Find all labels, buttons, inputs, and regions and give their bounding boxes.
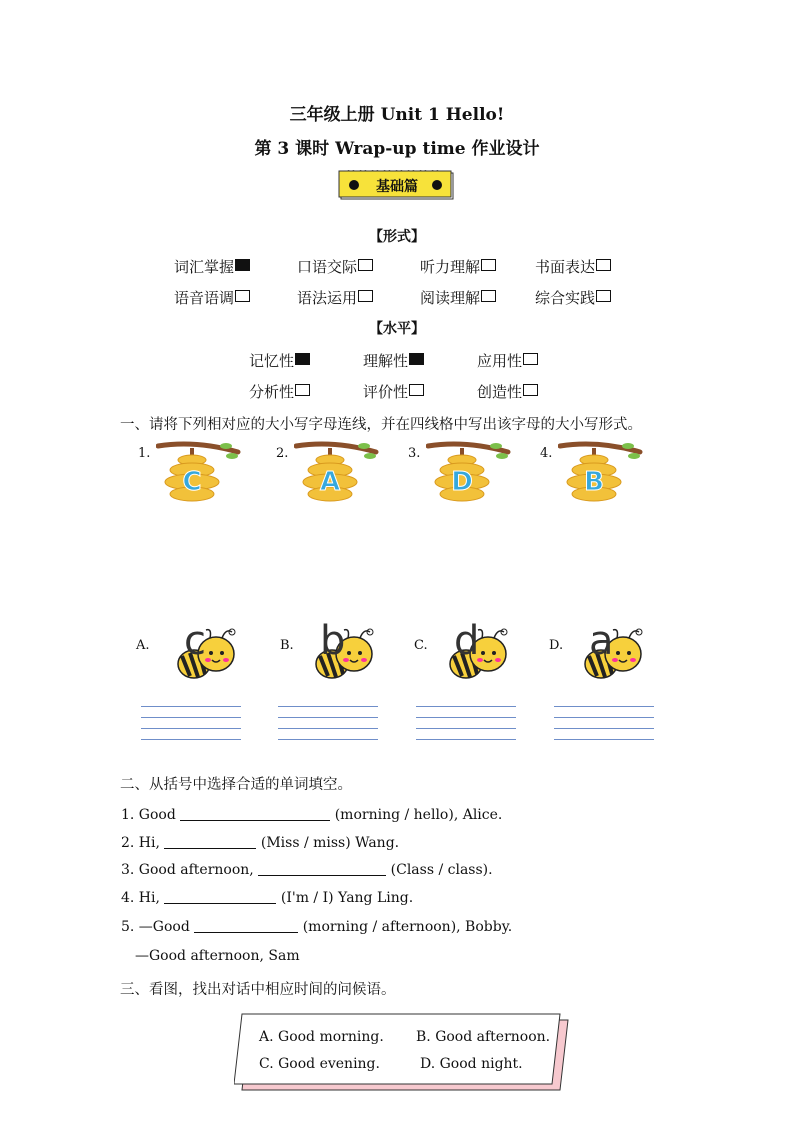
fill-question-3: 3. Good afternoon, (Class / class). xyxy=(121,862,493,878)
hive-number: 3. xyxy=(408,446,421,461)
bee-letter: d xyxy=(454,620,480,664)
form-item-reading: 阅读理解 xyxy=(420,287,496,308)
form-item-grammar: 语法运用 xyxy=(297,287,373,308)
four-line-grid[interactable] xyxy=(141,706,241,750)
beehive-icon xyxy=(156,438,246,510)
form-item-practice: 综合实践 xyxy=(535,287,611,308)
answer-blank[interactable] xyxy=(164,834,256,849)
bee-label: D. xyxy=(549,638,564,653)
level-heading: 【水平】 xyxy=(369,321,425,337)
bee-label: C. xyxy=(414,638,428,653)
bee-letter: a xyxy=(589,620,614,664)
option-c: C. Good evening. xyxy=(259,1056,380,1072)
checkbox[interactable] xyxy=(523,384,538,396)
card-frame xyxy=(234,1012,570,1092)
checkbox[interactable] xyxy=(235,290,250,302)
checkbox[interactable] xyxy=(596,259,611,271)
checkbox-checked[interactable] xyxy=(235,259,250,271)
bee-icon xyxy=(571,620,661,686)
section2-instruction: 二、从括号中选择合适的单词填空。 xyxy=(120,777,352,793)
form-item-pronunciation: 语音语调 xyxy=(174,287,250,308)
form-heading: 【形式】 xyxy=(369,229,425,245)
level-item-understanding: 理解性 xyxy=(363,350,424,371)
checkbox[interactable] xyxy=(481,259,496,271)
four-line-grid[interactable] xyxy=(416,706,516,750)
form-item-listening: 听力理解 xyxy=(420,256,496,277)
form-item-speaking: 口语交际 xyxy=(297,256,373,277)
badge-label: 基础篇 xyxy=(376,179,418,195)
hive-letter: B xyxy=(584,467,604,497)
checkbox[interactable] xyxy=(358,290,373,302)
checkbox[interactable] xyxy=(596,290,611,302)
beehive-icon xyxy=(558,438,648,510)
level-badge xyxy=(338,170,456,202)
beehive-icon xyxy=(426,438,516,510)
checkbox[interactable] xyxy=(295,384,310,396)
fill-question-4: 4. Hi, (I'm / I) Yang Ling. xyxy=(121,890,414,906)
options-card xyxy=(234,1012,570,1092)
checkbox[interactable] xyxy=(409,384,424,396)
fill-question-5-reply: —Good afternoon, Sam xyxy=(135,948,300,964)
form-item-vocabulary: 词汇掌握 xyxy=(174,256,250,277)
beehive-icon xyxy=(294,438,384,510)
four-line-grid[interactable] xyxy=(278,706,378,750)
level-item-creation: 创造性 xyxy=(477,381,538,402)
form-item-writing: 书面表达 xyxy=(535,256,611,277)
hive-letter: D xyxy=(451,467,473,497)
bee-icon xyxy=(164,620,254,686)
bee-icon xyxy=(436,620,526,686)
bee-letter: c xyxy=(184,620,206,664)
level-item-memory: 记忆性 xyxy=(249,350,310,371)
page-title: 三年级上册 Unit 1 Hello! xyxy=(289,105,505,125)
fill-question-2: 2. Hi, (Miss / miss) Wang. xyxy=(121,835,400,851)
checkbox-checked[interactable] xyxy=(409,353,424,365)
section3-instruction: 三、看图，找出对话中相应时间的问候语。 xyxy=(120,982,396,998)
fill-question-5: 5. —Good (morning / afternoon), Bobby. xyxy=(121,919,513,935)
answer-blank[interactable] xyxy=(258,861,386,876)
checkbox[interactable] xyxy=(358,259,373,271)
checkbox[interactable] xyxy=(481,290,496,302)
checkbox-checked[interactable] xyxy=(295,353,310,365)
answer-blank[interactable] xyxy=(194,918,298,933)
page-subtitle: 第 3 课时 Wrap-up time 作业设计 xyxy=(254,139,540,159)
hive-letter: A xyxy=(319,467,341,497)
option-d: D. Good night. xyxy=(420,1056,523,1072)
hive-number: 2. xyxy=(276,446,289,461)
fill-question-1: 1. Good (morning / hello), Alice. xyxy=(121,807,503,823)
bee-letter: b xyxy=(320,620,346,664)
level-item-application: 应用性 xyxy=(477,350,538,371)
section1-instruction: 一、请将下列相对应的大小写字母连线，并在四线格中写出该字母的大小写形式。 xyxy=(120,417,642,433)
checkbox[interactable] xyxy=(523,353,538,365)
hive-number: 4. xyxy=(540,446,553,461)
hive-letter: C xyxy=(182,467,202,497)
answer-blank[interactable] xyxy=(164,889,276,904)
level-item-analysis: 分析性 xyxy=(249,381,310,402)
option-b: B. Good afternoon. xyxy=(416,1029,551,1045)
four-line-grid[interactable] xyxy=(554,706,654,750)
answer-blank[interactable] xyxy=(180,806,330,821)
level-item-evaluation: 评价性 xyxy=(363,381,424,402)
hive-number: 1. xyxy=(138,446,151,461)
bee-icon xyxy=(302,620,392,686)
option-a: A. Good morning. xyxy=(259,1029,384,1045)
bee-label: A. xyxy=(136,638,150,653)
bee-label: B. xyxy=(280,638,294,653)
